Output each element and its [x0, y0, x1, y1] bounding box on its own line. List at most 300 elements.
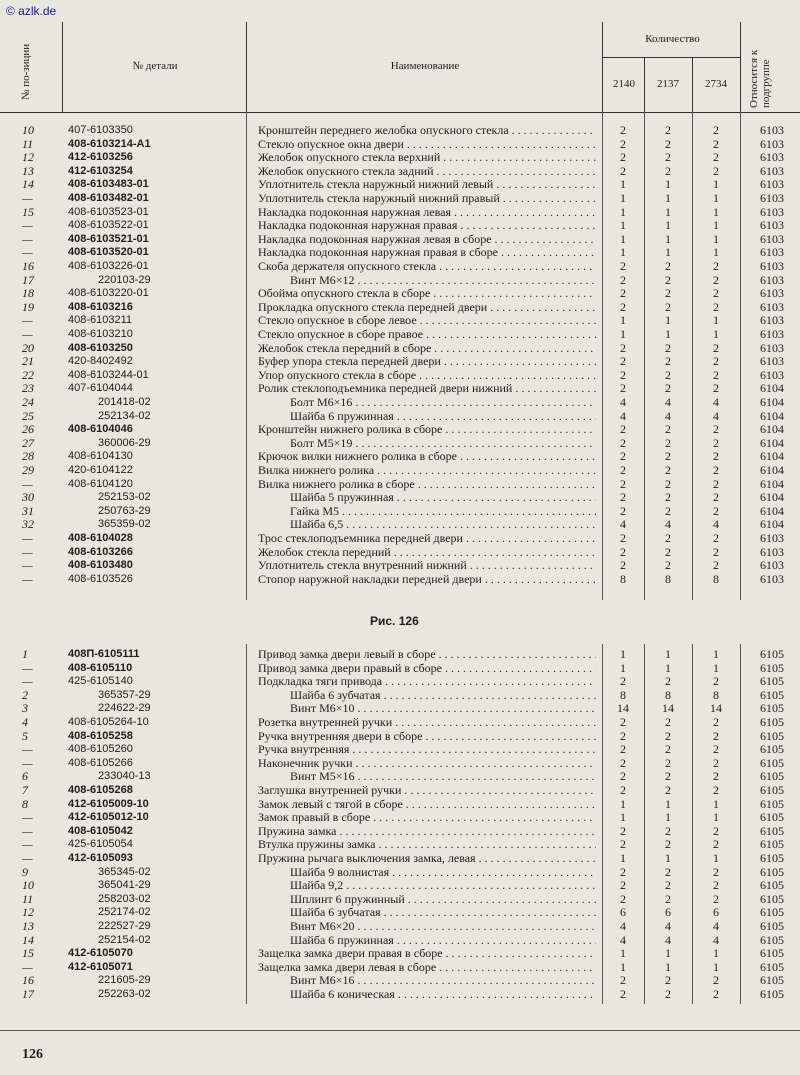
table-row: [0, 546, 800, 560]
subgroup: 6105: [760, 851, 784, 865]
qty-2140: 2: [620, 272, 626, 287]
table-row: [0, 648, 800, 662]
qty-2140: 2: [620, 286, 626, 301]
pos-cell: 14: [22, 177, 34, 192]
qty-2137: 8: [665, 571, 671, 586]
item-name: Замок левый с тягой в сборе . . .: [258, 798, 596, 812]
qty-2140: 2: [620, 769, 626, 784]
qty-2140: 1: [620, 946, 626, 961]
item-name: Защелка замка двери правая в сборе . . .: [258, 947, 596, 961]
qty-2137: 2: [665, 422, 671, 437]
part-number: 408-6104130: [68, 450, 133, 463]
table-row: [0, 314, 800, 328]
pos-cell: 11: [22, 891, 34, 906]
subgroup: 6105: [760, 973, 784, 988]
qty-2734: 4: [713, 919, 719, 933]
qty-2734: 1: [713, 218, 719, 233]
qty-2734: 1: [713, 245, 719, 260]
header-group: Относится к подгруппе: [748, 49, 772, 108]
qty-2734: 2: [713, 123, 719, 137]
table-row: [0, 743, 800, 757]
qty-2140: 2: [620, 449, 626, 464]
qty-2140: 2: [620, 544, 626, 559]
pos-cell: 23: [22, 381, 34, 396]
subgroup: 6105: [760, 715, 784, 729]
qty-2140: 4: [620, 395, 626, 409]
subgroup: 6103: [760, 204, 784, 219]
qty-2734: 2: [713, 354, 719, 369]
qty-2734: 1: [713, 660, 719, 675]
table-row: [0, 866, 800, 880]
item-name: Шайба 9,2 . . .: [290, 879, 596, 893]
subgroup: 6104: [760, 476, 784, 491]
item-name: Шплинт 6 пружинный . . .: [290, 893, 596, 907]
subgroup: 6105: [760, 987, 784, 1001]
qty-2734: 6: [713, 905, 719, 920]
part-number: 425-6105054: [68, 838, 133, 851]
subgroup: 6104: [760, 463, 784, 477]
subgroup: 6103: [760, 218, 784, 233]
item-name: Гайка М5 . . .: [290, 505, 596, 519]
item-name: Вилка нижнего ролика . . .: [258, 464, 596, 478]
part-number: 420-6104122: [68, 464, 133, 476]
qty-2137: 2: [665, 123, 671, 137]
qty-2734: 2: [713, 163, 719, 178]
subgroup: 6105: [760, 810, 784, 825]
qty-2137: 1: [665, 810, 671, 825]
qty-2137: 2: [665, 987, 671, 1001]
item-name: Шайба 6 зубчатая . . .: [290, 689, 596, 703]
part-number: 408-6103220-01: [68, 287, 149, 300]
table-row: [0, 478, 800, 492]
qty-2137: 2: [665, 259, 671, 273]
qty-2140: 2: [620, 381, 626, 396]
part-number: 407-6103350: [68, 124, 133, 136]
figure-label: Рис. 126: [370, 614, 419, 628]
qty-2734: 2: [713, 674, 719, 689]
item-name: Прокладка опускного стекла передней двери . . .: [258, 301, 596, 315]
table-row: [0, 491, 800, 505]
qty-2137: 1: [665, 660, 671, 675]
subgroup: 6105: [760, 796, 784, 811]
pos-cell: 25: [22, 408, 34, 423]
qty-2734: 2: [713, 837, 719, 852]
subgroup: 6105: [760, 878, 784, 893]
table-row: [0, 505, 800, 519]
part-number: 221605-29: [98, 974, 151, 987]
part-number: 365359-02: [98, 518, 151, 531]
table-row: [0, 811, 800, 825]
part-number: 408-6103523-01: [68, 205, 149, 218]
qty-2140: 1: [620, 177, 626, 192]
qty-2140: 2: [620, 123, 626, 137]
subgroup: 6104: [760, 490, 784, 505]
table-row: [0, 716, 800, 730]
qty-2140: 2: [620, 531, 626, 545]
table-row: [0, 192, 800, 206]
qty-2734: 2: [713, 272, 719, 287]
item-name: Вилка нижнего ролика в сборе . . .: [258, 478, 596, 492]
subgroup: 6103: [760, 191, 784, 205]
item-name: Винт М6×12 . . .: [290, 274, 596, 288]
table-row: [0, 274, 800, 288]
table-row: [0, 219, 800, 233]
qty-2734: 2: [713, 878, 719, 893]
header-part: № детали: [132, 60, 178, 72]
table-row: [0, 920, 800, 934]
qty-2140: 4: [620, 919, 626, 933]
part-number: 408-6103482-01: [68, 192, 149, 204]
table-row: [0, 178, 800, 192]
pos-cell: —: [22, 810, 33, 825]
subgroup: 6103: [760, 259, 784, 273]
part-number: 408-6103521-01: [68, 232, 149, 245]
part-number: 408-6104046: [68, 423, 133, 436]
qty-2137: 2: [665, 531, 671, 545]
qty-2734: 2: [713, 783, 719, 797]
table-row: [0, 559, 800, 573]
pos-cell: —: [22, 660, 33, 675]
part-number: 412-6105009-10: [68, 797, 149, 810]
item-name: Подкладка тяги привода . . .: [258, 675, 596, 689]
subgroup: 6105: [760, 864, 784, 879]
item-name: Шайба 6 пружинная . . .: [290, 410, 596, 424]
part-number: 252154-02: [98, 933, 151, 946]
pos-cell: 28: [22, 449, 34, 464]
qty-2137: 2: [665, 728, 671, 743]
item-name: Уплотнитель стекла наружный нижний левый . . .: [258, 178, 596, 192]
item-name: Желобок опускного стекла верхний . . .: [258, 151, 596, 165]
qty-2734: 2: [713, 340, 719, 355]
pos-cell: 4: [22, 715, 28, 729]
pos-cell: 6: [22, 769, 28, 784]
pos-cell: 2: [22, 687, 28, 702]
part-number: 408-6103211: [68, 314, 133, 327]
table-row: [0, 532, 800, 546]
subgroup: 6105: [760, 919, 784, 933]
item-name: Замок правый в сборе . . .: [258, 811, 596, 825]
part-number: 408-6105264-10: [68, 716, 149, 728]
qty-2734: 1: [713, 851, 719, 865]
part-number: 408-6105268: [68, 784, 133, 796]
pos-cell: 10: [22, 123, 34, 137]
qty-2137: 2: [665, 837, 671, 852]
qty-2734: 2: [713, 864, 719, 879]
item-name: Стекло опускное окна двери . . .: [258, 138, 596, 152]
part-number: 408-6103226-01: [68, 260, 149, 272]
table-row: [0, 702, 800, 716]
item-name: Накладка подоконная наружная правая в сборе . . .: [258, 246, 596, 260]
qty-2137: 2: [665, 340, 671, 355]
table-row: [0, 770, 800, 784]
item-name: Привод замка двери левый в сборе . . .: [258, 648, 596, 662]
item-name: Пружина рычага выключения замка, левая . . .: [258, 852, 596, 866]
subgroup: 6103: [760, 231, 784, 246]
part-number: 258203-02: [98, 892, 151, 905]
part-number: 408-6105260: [68, 743, 133, 756]
part-number: 252153-02: [98, 491, 151, 504]
subgroup: 6105: [760, 932, 784, 947]
qty-2734: 4: [713, 932, 719, 947]
qty-2140: 2: [620, 823, 626, 838]
table-row: [0, 355, 800, 369]
item-name: Желобок стекла передний . . .: [258, 546, 596, 560]
part-number: 420-8402492: [68, 355, 133, 368]
pos-cell: 7: [22, 783, 28, 797]
qty-2140: 2: [620, 674, 626, 689]
qty-2137: 2: [665, 783, 671, 797]
qty-2140: 1: [620, 851, 626, 865]
item-name: Уплотнитель стекла наружный нижний правый . . .: [258, 192, 596, 206]
subgroup: 6104: [760, 503, 784, 518]
qty-2140: 4: [620, 408, 626, 423]
item-name: Трос стеклоподъемника передней двери . . .: [258, 532, 596, 546]
pos-cell: 5: [22, 728, 28, 743]
pos-cell: 16: [22, 259, 34, 273]
qty-2140: 2: [620, 864, 626, 879]
table-row: [0, 879, 800, 893]
part-number: 408-6104028: [68, 532, 133, 544]
pos-cell: 20: [22, 340, 34, 355]
qty-2734: 2: [713, 381, 719, 396]
qty-2140: 6: [620, 905, 626, 920]
qty-2140: 2: [620, 354, 626, 369]
pos-cell: 30: [22, 490, 34, 505]
subgroup: 6103: [760, 367, 784, 382]
subgroup: 6105: [760, 660, 784, 675]
part-number: 222527-29: [98, 920, 151, 932]
qty-2734: 2: [713, 422, 719, 437]
pos-cell: 1: [22, 647, 28, 661]
item-name: Стопор наружной накладки передней двери . . .: [258, 573, 596, 587]
table-row: [0, 246, 800, 260]
pos-cell: —: [22, 245, 33, 260]
qty-2137: 1: [665, 647, 671, 661]
pos-cell: 15: [22, 204, 34, 219]
item-name: Винт М6×20 . . .: [290, 920, 596, 934]
part-number: 408-6103216: [68, 300, 133, 313]
part-number: 408-6103520-01: [68, 246, 149, 259]
qty-2734: 4: [713, 395, 719, 409]
qty-2137: 2: [665, 823, 671, 838]
subgroup: 6104: [760, 395, 784, 409]
part-number: 365345-02: [98, 865, 151, 878]
qty-2734: 1: [713, 946, 719, 961]
pos-cell: 29: [22, 463, 34, 477]
table-row: [0, 206, 800, 220]
qty-2137: 2: [665, 286, 671, 301]
pos-cell: 24: [22, 395, 34, 409]
item-name: Втулка пружины замка . . .: [258, 838, 596, 852]
qty-2734: 1: [713, 647, 719, 661]
item-name: Ролик стеклоподъемника передней двери нижний . . .: [258, 382, 596, 396]
part-number: 252174-02: [98, 906, 151, 919]
item-name: Шайба 6,5 . . .: [290, 518, 596, 532]
part-number: 412-6105093: [68, 852, 133, 864]
qty-2140: 2: [620, 878, 626, 893]
item-name: Шайба 6 пружинная . . .: [290, 934, 596, 948]
qty-2137: 2: [665, 558, 671, 573]
qty-2140: 2: [620, 476, 626, 491]
qty-2734: 2: [713, 136, 719, 151]
qty-2140: 2: [620, 987, 626, 1001]
qty-2734: 2: [713, 742, 719, 757]
qty-2137: 4: [665, 395, 671, 409]
pos-cell: 17: [22, 272, 34, 287]
qty-2137: 2: [665, 715, 671, 729]
qty-2137: 2: [665, 891, 671, 906]
subgroup: 6103: [760, 531, 784, 545]
pos-cell: —: [22, 191, 33, 205]
pos-cell: —: [22, 837, 33, 852]
table-row: [0, 124, 800, 138]
subgroup: 6104: [760, 381, 784, 396]
part-number: 408-6105266: [68, 756, 133, 769]
qty-2734: 2: [713, 823, 719, 838]
item-name: Крючок вилки нижнего ролика в сборе . . .: [258, 450, 596, 464]
part-number: 365357-29: [98, 688, 151, 701]
subgroup: 6105: [760, 837, 784, 852]
item-name: Шайба 6 коническая . . .: [290, 988, 596, 1002]
item-name: Кронштейн переднего желобка опускного стекла . . .: [258, 124, 596, 138]
qty-2734: 2: [713, 463, 719, 477]
subgroup: 6105: [760, 783, 784, 797]
item-name: Шайба 5 пружинная . . .: [290, 491, 596, 505]
subgroup: 6103: [760, 571, 784, 586]
qty-2734: 2: [713, 299, 719, 314]
part-number: 201418-02: [98, 396, 151, 408]
part-number: 408-6103526: [68, 572, 133, 585]
qty-2734: 1: [713, 810, 719, 825]
qty-2734: 1: [713, 177, 719, 192]
qty-2734: 1: [713, 959, 719, 974]
qty-2137: 1: [665, 177, 671, 192]
table-row: [0, 947, 800, 961]
item-name: Ручка внутренняя . . .: [258, 743, 596, 757]
qty-2140: 2: [620, 973, 626, 988]
qty-2137: 2: [665, 354, 671, 369]
subgroup: 6105: [760, 742, 784, 757]
table-row: [0, 934, 800, 948]
qty-2140: 1: [620, 959, 626, 974]
qty-2140: 1: [620, 313, 626, 328]
table-row: [0, 518, 800, 532]
qty-2137: 8: [665, 687, 671, 702]
qty-2137: 2: [665, 973, 671, 988]
part-number: 408-6103210: [68, 328, 133, 340]
table-row: [0, 138, 800, 152]
qty-2137: 2: [665, 864, 671, 879]
table-row: [0, 382, 800, 396]
qty-2137: 2: [665, 463, 671, 477]
qty-2734: 2: [713, 150, 719, 165]
part-number: 408-6105258: [68, 729, 133, 742]
qty-2734: 14: [710, 701, 722, 716]
table-row: [0, 825, 800, 839]
qty-2734: 2: [713, 755, 719, 770]
item-name: Накладка подоконная наружная левая . . .: [258, 206, 596, 220]
qty-2137: 2: [665, 503, 671, 518]
pos-cell: —: [22, 959, 33, 974]
item-name: Кронштейн нижнего ролика в сборе . . .: [258, 423, 596, 437]
qty-2734: 1: [713, 191, 719, 205]
pos-cell: —: [22, 531, 33, 545]
table-row: [0, 852, 800, 866]
subgroup: 6105: [760, 674, 784, 689]
qty-2137: 2: [665, 150, 671, 165]
qty-2140: 2: [620, 299, 626, 314]
watermark: © azlk.de: [6, 4, 57, 18]
item-name: Винт М5×16 . . .: [290, 770, 596, 784]
header-q1: 2140: [613, 78, 635, 90]
table-row: [0, 437, 800, 451]
part-number: 365041-29: [98, 879, 151, 892]
subgroup: 6105: [760, 687, 784, 702]
qty-2137: 1: [665, 204, 671, 219]
subgroup: 6103: [760, 327, 784, 341]
qty-2140: 1: [620, 204, 626, 219]
pos-cell: —: [22, 544, 33, 559]
table-row: [0, 988, 800, 1002]
qty-2137: 2: [665, 367, 671, 382]
subgroup: 6103: [760, 313, 784, 328]
pos-cell: 11: [22, 136, 34, 151]
part-number: 220103-29: [98, 273, 151, 286]
subgroup: 6103: [760, 544, 784, 559]
part-number: 412-6103254: [68, 164, 133, 177]
item-name: Защелка замка двери левая в сборе . . .: [258, 961, 596, 975]
header-pos: № по-зиции: [20, 43, 32, 100]
qty-2137: 2: [665, 476, 671, 491]
pos-cell: 3: [22, 701, 28, 716]
part-number: 224622-29: [98, 702, 151, 715]
subgroup: 6103: [760, 272, 784, 287]
pos-cell: —: [22, 571, 33, 586]
pos-cell: 16: [22, 973, 34, 988]
qty-2140: 1: [620, 796, 626, 811]
qty-2140: 2: [620, 150, 626, 165]
qty-2734: 2: [713, 286, 719, 301]
table-row: [0, 328, 800, 342]
qty-2140: 2: [620, 715, 626, 729]
header-q3: 2734: [705, 78, 727, 90]
qty-2137: 2: [665, 674, 671, 689]
item-name: Розетка внутренней ручки . . .: [258, 716, 596, 730]
qty-2734: 1: [713, 796, 719, 811]
part-number: 408-6103522-01: [68, 219, 149, 232]
subgroup: 6105: [760, 823, 784, 838]
pos-cell: —: [22, 558, 33, 573]
subgroup: 6104: [760, 517, 784, 532]
pos-cell: 17: [22, 987, 34, 1001]
table-row: [0, 342, 800, 356]
header-q2: 2137: [657, 78, 679, 90]
part-number: 408П-6105111: [68, 648, 140, 660]
qty-2140: 2: [620, 367, 626, 382]
item-name: Обойма опускного стекла в сборе . . .: [258, 287, 596, 301]
item-name: Шайба 6 зубчатая . . .: [290, 906, 596, 920]
qty-2137: 1: [665, 231, 671, 246]
pos-cell: —: [22, 755, 33, 770]
item-name: Винт М6×10 . . .: [290, 702, 596, 716]
subgroup: 6103: [760, 136, 784, 151]
qty-2137: 2: [665, 272, 671, 287]
qty-2137: 6: [665, 905, 671, 920]
qty-2140: 2: [620, 742, 626, 757]
qty-2140: 1: [620, 245, 626, 260]
qty-2734: 4: [713, 408, 719, 423]
pos-cell: —: [22, 218, 33, 233]
